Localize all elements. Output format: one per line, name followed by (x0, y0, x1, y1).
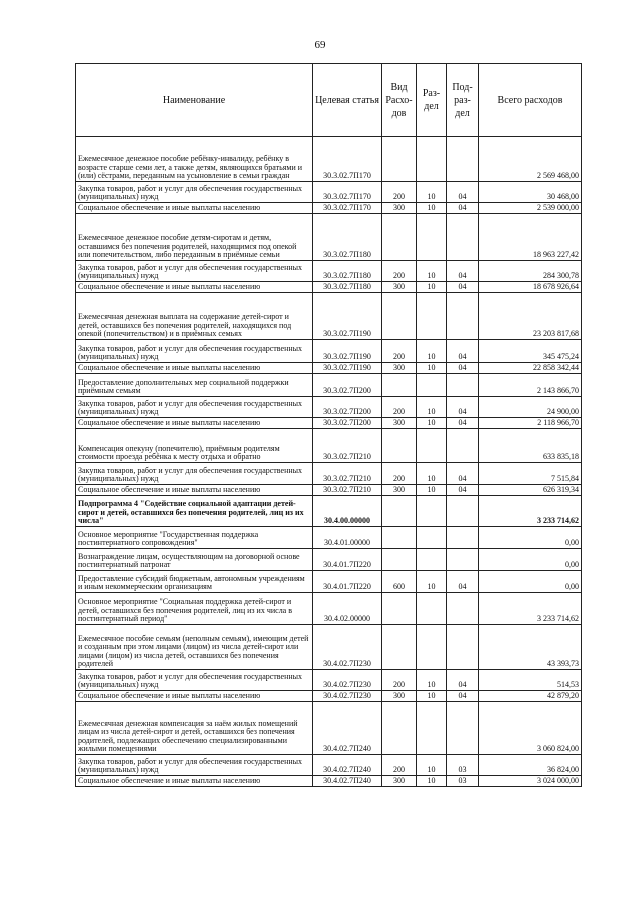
cell-name: Ежемесячная денежная выплата на содержание детей-сирот и детей, оставшихся без попечения родителей, находящихся под опекой (попечительством) и в приёмных семьях (76, 293, 313, 340)
cell-section: 10 (417, 397, 447, 418)
cell-total: 0,00 (479, 527, 582, 549)
cell-subsection: 04 (447, 363, 479, 374)
cell-expense-type: 200 (382, 397, 417, 418)
cell-total: 633 835,18 (479, 429, 582, 463)
cell-target-article: 30.3.02.7П210 (313, 429, 382, 463)
table-header-row (76, 64, 582, 137)
cell-total: 2 539 000,00 (479, 203, 582, 214)
cell-target-article: 30.3.02.7П210 (313, 463, 382, 485)
cell-subsection: 03 (447, 755, 479, 776)
cell-name: Социальное обеспечение и иные выплаты населению (76, 418, 313, 429)
cell-total: 7 515,84 (479, 463, 582, 485)
cell-subsection (447, 137, 479, 182)
cell-expense-type (382, 527, 417, 549)
cell-name: Закупка товаров, работ и услуг для обеспечения государственных (муниципальных) нужд (76, 182, 313, 203)
cell-expense-type (382, 625, 417, 670)
cell-target-article: 30.3.02.7П170 (313, 137, 382, 182)
cell-total: 3 233 714,62 (479, 496, 582, 527)
cell-expense-type (382, 429, 417, 463)
table-row (76, 702, 582, 755)
table-row (76, 203, 582, 214)
cell-subsection (447, 214, 479, 261)
cell-section: 10 (417, 463, 447, 485)
cell-target-article: 30.4.02.7П230 (313, 625, 382, 670)
cell-target-article: 30.3.02.7П190 (313, 363, 382, 374)
table-row (76, 593, 582, 625)
cell-section: 10 (417, 363, 447, 374)
cell-section: 10 (417, 182, 447, 203)
table-row (76, 463, 582, 485)
cell-subsection: 04 (447, 340, 479, 363)
cell-section (417, 374, 447, 397)
cell-subsection: 04 (447, 397, 479, 418)
cell-subsection: 04 (447, 261, 479, 282)
cell-target-article: 30.3.02.7П180 (313, 282, 382, 293)
cell-total: 284 300,78 (479, 261, 582, 282)
cell-name: Предоставление дополнительных мер социальной поддержки приёмным семьям (76, 374, 313, 397)
cell-section: 10 (417, 282, 447, 293)
cell-expense-type (382, 549, 417, 571)
cell-name: Социальное обеспечение и иные выплаты населению (76, 363, 313, 374)
cell-target-article: 30.3.02.7П190 (313, 293, 382, 340)
cell-name: Закупка товаров, работ и услуг для обеспечения государственных (муниципальных) нужд (76, 670, 313, 691)
cell-section: 10 (417, 691, 447, 702)
cell-target-article: 30.4.02.7П240 (313, 776, 382, 787)
table-row (76, 293, 582, 340)
cell-target-article: 30.4.02.7П230 (313, 670, 382, 691)
cell-section (417, 549, 447, 571)
cell-total: 2 118 966,70 (479, 418, 582, 429)
cell-expense-type (382, 137, 417, 182)
cell-subsection: 04 (447, 485, 479, 496)
cell-expense-type (382, 496, 417, 527)
cell-section (417, 625, 447, 670)
table-row (76, 374, 582, 397)
page-number: 69 (314, 39, 326, 51)
cell-name: Социальное обеспечение и иные выплаты населению (76, 485, 313, 496)
cell-section: 10 (417, 261, 447, 282)
cell-target-article: 30.4.02.7П240 (313, 755, 382, 776)
table-row (76, 397, 582, 418)
cell-subsection: 04 (447, 282, 479, 293)
cell-expense-type: 300 (382, 485, 417, 496)
cell-target-article: 30.4.02.7П230 (313, 691, 382, 702)
table-row (76, 282, 582, 293)
cell-subsection: 04 (447, 670, 479, 691)
cell-subsection (447, 429, 479, 463)
cell-section: 10 (417, 418, 447, 429)
cell-expense-type (382, 374, 417, 397)
table-row (76, 496, 582, 527)
cell-subsection (447, 702, 479, 755)
cell-target-article: 30.3.02.7П210 (313, 485, 382, 496)
cell-expense-type: 300 (382, 363, 417, 374)
cell-section: 10 (417, 485, 447, 496)
cell-section: 10 (417, 203, 447, 214)
cell-total: 18 678 926,64 (479, 282, 582, 293)
cell-expense-type: 200 (382, 340, 417, 363)
cell-target-article: 30.3.02.7П200 (313, 418, 382, 429)
cell-expense-type: 200 (382, 755, 417, 776)
cell-total: 2 569 468,00 (479, 137, 582, 182)
cell-subsection (447, 374, 479, 397)
cell-subsection: 03 (447, 776, 479, 787)
table-row (76, 670, 582, 691)
table-row (76, 261, 582, 282)
cell-section (417, 214, 447, 261)
cell-section: 10 (417, 755, 447, 776)
cell-subsection (447, 549, 479, 571)
cell-total: 2 143 866,70 (479, 374, 582, 397)
table-row (76, 776, 582, 787)
cell-expense-type (382, 293, 417, 340)
cell-name: Социальное обеспечение и иные выплаты населению (76, 691, 313, 702)
table-row (76, 549, 582, 571)
table-body (76, 137, 582, 787)
table-row (76, 755, 582, 776)
table-row (76, 340, 582, 363)
cell-name: Социальное обеспечение и иные выплаты населению (76, 776, 313, 787)
table-row (76, 485, 582, 496)
cell-target-article: 30.3.02.7П170 (313, 182, 382, 203)
cell-expense-type (382, 214, 417, 261)
cell-name: Подпрограмма 4 "Содействие социальной адаптации детей-сирот и детей, оставшихся без попечения родителей, лиц из их числа" (76, 496, 313, 527)
cell-target-article: 30.3.02.7П190 (313, 340, 382, 363)
cell-target-article: 30.3.02.7П200 (313, 397, 382, 418)
cell-target-article: 30.4.01.7П220 (313, 549, 382, 571)
cell-subsection: 04 (447, 571, 479, 593)
cell-subsection: 04 (447, 203, 479, 214)
cell-expense-type: 300 (382, 776, 417, 787)
cell-section: 10 (417, 571, 447, 593)
header-name: Наименование (76, 64, 313, 137)
cell-section: 10 (417, 670, 447, 691)
cell-total: 22 858 342,44 (479, 363, 582, 374)
cell-subsection: 04 (447, 691, 479, 702)
cell-target-article: 30.3.02.7П170 (313, 203, 382, 214)
cell-expense-type: 300 (382, 691, 417, 702)
cell-target-article: 30.4.00.00000 (313, 496, 382, 527)
cell-name: Социальное обеспечение и иные выплаты населению (76, 203, 313, 214)
cell-section (417, 429, 447, 463)
cell-name: Закупка товаров, работ и услуг для обеспечения государственных (муниципальных) нужд (76, 261, 313, 282)
cell-section (417, 496, 447, 527)
cell-total: 0,00 (479, 549, 582, 571)
cell-expense-type: 600 (382, 571, 417, 593)
cell-subsection (447, 593, 479, 625)
table-row (76, 214, 582, 261)
cell-target-article: 30.4.01.00000 (313, 527, 382, 549)
table-row (76, 182, 582, 203)
header-expense-type: Вид Расхо-дов (382, 64, 417, 137)
cell-expense-type (382, 593, 417, 625)
cell-total: 23 203 817,68 (479, 293, 582, 340)
cell-section (417, 593, 447, 625)
table-row (76, 429, 582, 463)
cell-name: Ежемесячное денежное пособие ребёнку-инвалиду, ребёнку в возрасте старше семи лет, а также детям, являющихся братьями и (или) сёстрами, переданным на усыновление в семьи граждан (76, 137, 313, 182)
cell-target-article: 30.3.02.7П180 (313, 214, 382, 261)
cell-name: Основное мероприятие "Государственная поддержка постинтернатного сопровождения" (76, 527, 313, 549)
cell-expense-type: 300 (382, 203, 417, 214)
cell-target-article: 30.4.02.00000 (313, 593, 382, 625)
cell-name: Ежемесячная денежная компенсация за наём жилых помещений лицам из числа детей-сирот и детей, оставшихся без попечения родителей, подлежащих обеспечению специализированными жилыми помещениями (76, 702, 313, 755)
table-row (76, 625, 582, 670)
cell-expense-type: 200 (382, 463, 417, 485)
cell-subsection: 04 (447, 463, 479, 485)
cell-expense-type (382, 702, 417, 755)
cell-subsection: 04 (447, 418, 479, 429)
cell-total: 30 468,00 (479, 182, 582, 203)
cell-target-article: 30.3.02.7П180 (313, 261, 382, 282)
table-row (76, 691, 582, 702)
cell-section: 10 (417, 340, 447, 363)
cell-expense-type: 200 (382, 670, 417, 691)
cell-subsection (447, 293, 479, 340)
header-subsection: Под-раз-дел (447, 64, 479, 137)
cell-name: Вознаграждение лицам, осуществляющим на договорной основе постинтернатный патронат (76, 549, 313, 571)
cell-total: 3 233 714,62 (479, 593, 582, 625)
cell-subsection (447, 527, 479, 549)
cell-total: 3 060 824,00 (479, 702, 582, 755)
cell-total: 24 900,00 (479, 397, 582, 418)
cell-total: 42 879,20 (479, 691, 582, 702)
cell-name: Закупка товаров, работ и услуг для обеспечения государственных (муниципальных) нужд (76, 463, 313, 485)
cell-name: Основное мероприятие "Социальная поддержка детей-сирот и детей, оставшихся без попечения родителей, лиц из их числа в постинтернатный период" (76, 593, 313, 625)
cell-section (417, 702, 447, 755)
budget-table (75, 63, 582, 787)
cell-name: Закупка товаров, работ и услуг для обеспечения государственных (муниципальных) нужд (76, 397, 313, 418)
cell-expense-type: 300 (382, 282, 417, 293)
cell-target-article: 30.4.02.7П240 (313, 702, 382, 755)
cell-section: 10 (417, 776, 447, 787)
cell-name: Ежемесячное денежное пособие детям-сиротам и детям, оставшимся без попечения родителей, находящимся под опекой или попечительством, либо переданным в приёмные семьи (76, 214, 313, 261)
cell-expense-type: 300 (382, 418, 417, 429)
cell-name: Предоставление субсидий бюджетным, автономным учреждениям и иным некоммерческим организациям (76, 571, 313, 593)
table-row (76, 527, 582, 549)
table-row (76, 137, 582, 182)
cell-name: Социальное обеспечение и иные выплаты населению (76, 282, 313, 293)
cell-total: 0,00 (479, 571, 582, 593)
cell-name: Компенсация опекуну (попечителю), приёмным родителям стоимости проезда ребёнка к месту отдыха и обратно (76, 429, 313, 463)
cell-section (417, 137, 447, 182)
table-row (76, 363, 582, 374)
cell-total: 43 393,73 (479, 625, 582, 670)
header-section: Раз-дел (417, 64, 447, 137)
cell-section (417, 527, 447, 549)
cell-total: 345 475,24 (479, 340, 582, 363)
cell-subsection (447, 625, 479, 670)
cell-name: Ежемесячное пособие семьям (неполным семьям), имеющим детей и созданным при этом лицами (лицом) из числа детей-сирот или лицами (лицом) из числа детей, оставшихся без попечения родителей (76, 625, 313, 670)
cell-total: 626 319,34 (479, 485, 582, 496)
cell-name: Закупка товаров, работ и услуг для обеспечения государственных (муниципальных) нужд (76, 755, 313, 776)
cell-total: 514,53 (479, 670, 582, 691)
cell-target-article: 30.3.02.7П200 (313, 374, 382, 397)
cell-section (417, 293, 447, 340)
table-row (76, 571, 582, 593)
cell-expense-type: 200 (382, 261, 417, 282)
table-row (76, 418, 582, 429)
cell-total: 18 963 227,42 (479, 214, 582, 261)
cell-expense-type: 200 (382, 182, 417, 203)
cell-subsection: 04 (447, 182, 479, 203)
cell-target-article: 30.4.01.7П220 (313, 571, 382, 593)
header-total-expenses: Всего расходов (479, 64, 582, 137)
cell-name: Закупка товаров, работ и услуг для обеспечения государственных (муниципальных) нужд (76, 340, 313, 363)
cell-subsection (447, 496, 479, 527)
cell-total: 3 024 000,00 (479, 776, 582, 787)
cell-total: 36 824,00 (479, 755, 582, 776)
header-target-article: Целевая статья (313, 64, 382, 137)
